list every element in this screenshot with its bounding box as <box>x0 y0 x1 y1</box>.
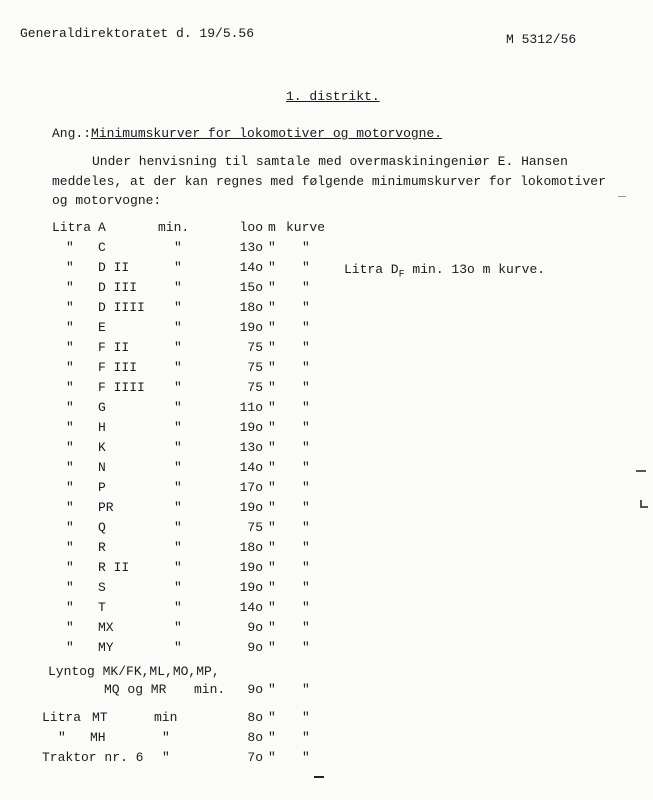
lyntog-min: min. <box>194 682 226 697</box>
curve-radius: 13o <box>239 440 263 455</box>
ditto-mark: " <box>302 440 310 455</box>
class-name: R <box>98 540 106 555</box>
kurve-label: kurve <box>286 220 326 235</box>
ditto-mark: " <box>268 750 276 765</box>
class-name: MH <box>90 730 106 745</box>
class-name: D III <box>98 280 138 295</box>
ditto-mark: " <box>268 380 276 395</box>
curve-radius: 9o <box>247 640 263 655</box>
class-name: P <box>98 480 106 495</box>
class-name: T <box>98 600 106 615</box>
end-dash <box>314 776 324 778</box>
body-line-1: Under henvisning til samtale med overmaskiningeniør E. Hansen <box>92 154 568 169</box>
class-name: F II <box>98 340 130 355</box>
table-row <box>0 238 653 258</box>
ditto-mark: " <box>268 480 276 495</box>
table-row <box>0 378 653 398</box>
litra-label: Litra <box>52 220 92 235</box>
min-label: min. <box>158 220 190 235</box>
ditto-mark: " <box>302 500 310 515</box>
ditto-mark: " <box>268 640 276 655</box>
min-label: min <box>154 710 178 725</box>
ditto-mark: " <box>268 400 276 415</box>
ditto-mark: " <box>174 480 182 495</box>
ditto-mark: " <box>268 560 276 575</box>
ditto-mark: " <box>174 240 182 255</box>
curve-radius: 19o <box>239 500 263 515</box>
ditto-mark: " <box>302 730 310 745</box>
ditto-mark: " <box>174 260 182 275</box>
ditto-mark: " <box>268 620 276 635</box>
ditto-mark: " <box>268 460 276 475</box>
ditto-mark: " <box>174 380 182 395</box>
ditto-mark: " <box>174 400 182 415</box>
curve-radius: 18o <box>239 300 263 315</box>
ditto-mark: " <box>268 300 276 315</box>
curve-radius: 75 <box>247 380 263 395</box>
ditto-mark: " <box>268 600 276 615</box>
class-name: C <box>98 240 106 255</box>
subject-text: Minimumskurver for lokomotiver og motorvogne. <box>91 126 443 141</box>
ditto-mark: " <box>174 420 182 435</box>
ditto-mark: " <box>268 240 276 255</box>
ditto-mark: " <box>66 340 74 355</box>
ditto-mark: " <box>66 600 74 615</box>
ditto-mark: " <box>162 730 170 745</box>
litra-label: Litra <box>42 710 82 725</box>
table-row <box>0 728 653 748</box>
ditto-mark: " <box>302 320 310 335</box>
class-name: PR <box>98 500 114 515</box>
ditto-mark: " <box>302 260 310 275</box>
curve-radius: 8o <box>247 710 263 725</box>
curve-radius: 15o <box>239 280 263 295</box>
curve-radius: loo <box>239 220 263 235</box>
body-line-2: meddeles, at der kan regnes med følgende minimumskurver for lokomotiver <box>52 174 606 189</box>
ditto-mark: " <box>302 460 310 475</box>
ditto-mark: " <box>66 640 74 655</box>
lyntog-row <box>0 680 653 700</box>
body-line-3: og motorvogne: <box>52 193 162 208</box>
table-row <box>0 458 653 478</box>
table-row <box>0 218 653 238</box>
ditto-mark: " <box>268 440 276 455</box>
curve-radius: 18o <box>239 540 263 555</box>
ditto-mark: " <box>302 360 310 375</box>
curve-radius: 14o <box>239 600 263 615</box>
ditto-mark: " <box>302 540 310 555</box>
ditto-mark: " <box>302 620 310 635</box>
curve-radius: 19o <box>239 560 263 575</box>
curve-radius: 19o <box>239 580 263 595</box>
ditto-mark: " <box>268 360 276 375</box>
ditto-mark: " <box>268 730 276 745</box>
class-name: D II <box>98 260 130 275</box>
curve-radius: 14o <box>239 260 263 275</box>
ditto-mark: " <box>174 520 182 535</box>
class-name: D IIII <box>98 300 145 315</box>
curve-radius: 75 <box>247 360 263 375</box>
table-row <box>0 518 653 538</box>
ditto-mark: " <box>66 580 74 595</box>
table-row <box>0 478 653 498</box>
class-name: K <box>98 440 106 455</box>
ditto-mark: " <box>66 360 74 375</box>
table-row <box>0 398 653 418</box>
ditto-mark: " <box>302 600 310 615</box>
edge-mark <box>640 500 648 508</box>
curve-radius: 14o <box>239 460 263 475</box>
ditto-mark: " <box>268 320 276 335</box>
ditto-mark: " <box>66 420 74 435</box>
ditto-mark: " <box>268 710 276 725</box>
curve-radius: 75 <box>247 340 263 355</box>
lyntog-classes: MQ og MR <box>104 682 167 697</box>
ditto-mark: " <box>268 420 276 435</box>
ditto-mark: " <box>268 260 276 275</box>
ditto-mark: " <box>66 540 74 555</box>
side-note <box>344 262 545 284</box>
unit-label: m <box>268 220 276 235</box>
ditto-mark: " <box>302 240 310 255</box>
table-row <box>0 358 653 378</box>
ditto-mark: " <box>302 420 310 435</box>
ditto-mark: " <box>302 750 310 765</box>
ditto-mark: " <box>302 480 310 495</box>
ditto-mark: " <box>66 320 74 335</box>
ditto-mark: " <box>174 560 182 575</box>
sender-line: Generaldirektoratet d. 19/5.56 <box>20 26 255 41</box>
curve-radius: 11o <box>239 400 263 415</box>
ditto-mark: " <box>66 560 74 575</box>
ditto-mark: " <box>66 280 74 295</box>
ditto-mark: " <box>174 280 182 295</box>
lyntog-radius: 9o <box>247 682 263 697</box>
table-row <box>0 278 653 298</box>
side-note-prefix: Litra D <box>344 262 399 277</box>
ditto-mark: " <box>66 300 74 315</box>
curve-radius: 75 <box>247 520 263 535</box>
ditto-mark: " <box>174 640 182 655</box>
table-row <box>0 318 653 338</box>
subject-line <box>52 126 442 142</box>
curve-radius: 17o <box>239 480 263 495</box>
ditto-mark: " <box>268 500 276 515</box>
ditto-mark: " <box>66 520 74 535</box>
class-name: F III <box>98 360 138 375</box>
curve-radius: 9o <box>247 620 263 635</box>
table-row <box>0 578 653 598</box>
reference-number: M 5312/56 <box>506 32 577 47</box>
ditto-mark: " <box>66 460 74 475</box>
subject-prefix: Ang.: <box>52 126 92 141</box>
table-row <box>0 748 653 768</box>
ditto-mark: " <box>66 440 74 455</box>
class-name: MT <box>92 710 108 725</box>
ditto-mark: " <box>174 360 182 375</box>
class-name: MX <box>98 620 114 635</box>
ditto-mark: " <box>302 682 310 697</box>
class-name: N <box>98 460 106 475</box>
table-row <box>0 498 653 518</box>
ditto-mark: " <box>66 380 74 395</box>
ditto-mark: " <box>174 580 182 595</box>
ditto-mark: " <box>268 540 276 555</box>
table-row <box>0 598 653 618</box>
ditto-mark: " <box>302 400 310 415</box>
ditto-mark: " <box>302 560 310 575</box>
class-name: MY <box>98 640 114 655</box>
ditto-mark: " <box>66 500 74 515</box>
lyntog-line-1: Lyntog MK/FK,ML,MO,MP, <box>48 664 220 679</box>
ditto-mark: " <box>174 540 182 555</box>
ditto-mark: " <box>302 640 310 655</box>
table-row <box>0 618 653 638</box>
ditto-mark: " <box>302 520 310 535</box>
ditto-mark: " <box>66 240 74 255</box>
table-row <box>0 558 653 578</box>
side-note-suffix: min. 13o m kurve. <box>404 262 546 277</box>
class-name: E <box>98 320 106 335</box>
ditto-mark: " <box>66 620 74 635</box>
curve-radius: 13o <box>239 240 263 255</box>
speck <box>618 196 626 197</box>
curve-radius: 7o <box>247 750 263 765</box>
ditto-mark: " <box>268 682 276 697</box>
table-row <box>0 418 653 438</box>
table-row <box>0 538 653 558</box>
ditto-mark: " <box>302 280 310 295</box>
ditto-mark: " <box>268 280 276 295</box>
ditto-mark: " <box>66 260 74 275</box>
ditto-mark: " <box>302 580 310 595</box>
ditto-mark: " <box>58 730 66 745</box>
table-row <box>0 438 653 458</box>
ditto-mark: " <box>268 520 276 535</box>
class-name: H <box>98 420 106 435</box>
table-row <box>0 338 653 358</box>
table-row <box>0 638 653 658</box>
ditto-mark: " <box>302 340 310 355</box>
ditto-mark: " <box>174 620 182 635</box>
traktor-label: Traktor nr. 6 <box>42 750 144 765</box>
ditto-mark: " <box>302 300 310 315</box>
edge-mark <box>636 470 646 472</box>
ditto-mark: " <box>174 460 182 475</box>
curve-radius: 19o <box>239 420 263 435</box>
class-name: F IIII <box>98 380 145 395</box>
ditto-mark: " <box>174 500 182 515</box>
ditto-mark: " <box>174 340 182 355</box>
curve-radius: 8o <box>247 730 263 745</box>
ditto-mark: " <box>268 580 276 595</box>
ditto-mark: " <box>174 600 182 615</box>
ditto-mark: " <box>174 300 182 315</box>
table-row <box>0 258 653 278</box>
class-name: R II <box>98 560 130 575</box>
class-name: Q <box>98 520 106 535</box>
table-row <box>0 298 653 318</box>
ditto-mark: " <box>174 320 182 335</box>
district-heading: 1. distrikt. <box>286 89 380 104</box>
table-row <box>0 708 653 728</box>
ditto-mark: " <box>66 480 74 495</box>
class-name: G <box>98 400 106 415</box>
ditto-mark: " <box>174 440 182 455</box>
ditto-mark: " <box>302 710 310 725</box>
ditto-mark: " <box>162 750 170 765</box>
class-name: S <box>98 580 106 595</box>
side-note-subscript: F <box>398 269 405 281</box>
ditto-mark: " <box>268 340 276 355</box>
ditto-mark: " <box>66 400 74 415</box>
curve-radius: 19o <box>239 320 263 335</box>
ditto-mark: " <box>302 380 310 395</box>
class-name: A <box>98 220 106 235</box>
